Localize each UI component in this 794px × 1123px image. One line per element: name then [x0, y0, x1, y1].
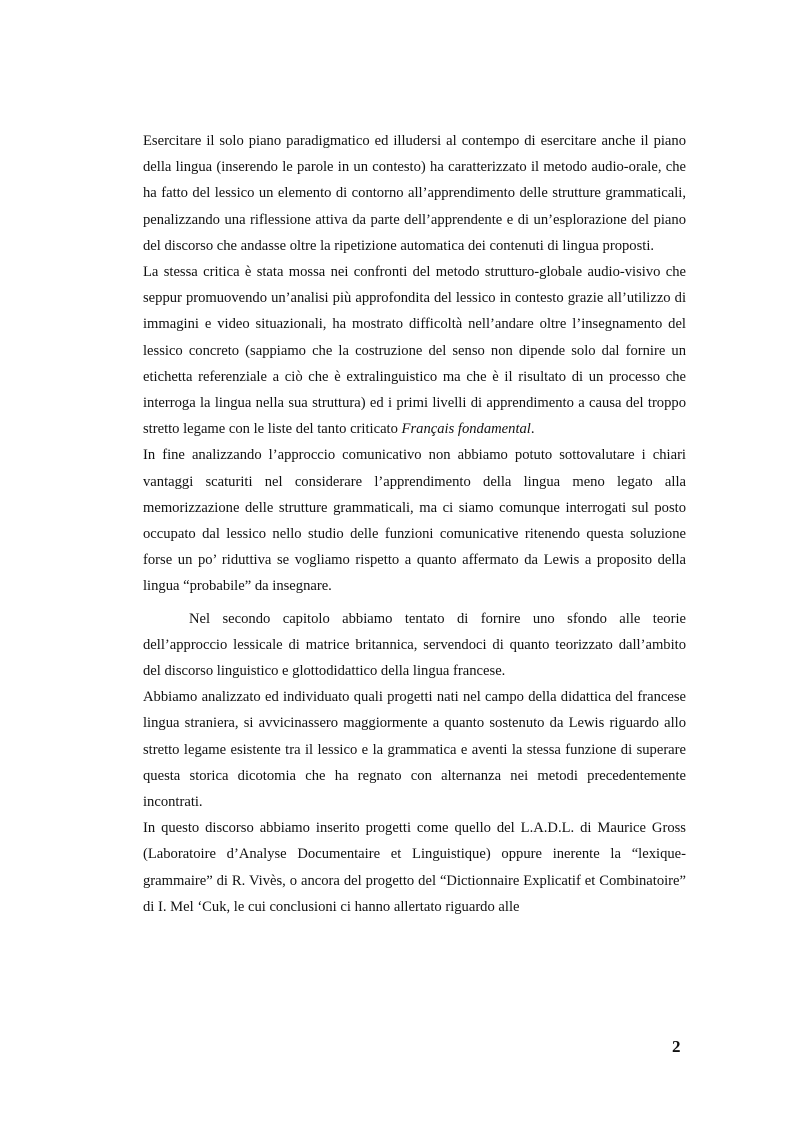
paragraph-1: Esercitare il solo piano paradigmatico ed illudersi al contempo di esercitare anche il piano della lingua (inserendo le parole in un contesto) ha caratterizzato il metodo audio-orale, che ha fatto del lessico un elemento di contorno all’apprendimento delle strutture grammaticali, penalizzando una riflessione attiva da parte dell’apprendente e di un’esplorazione del piano del discorso che andasse oltre la ripetizione automatica dei contenuti di lingua proposti.	[143, 133, 686, 254]
paragraph-2-end: .	[530, 421, 535, 438]
paragraph-2-text: La stessa critica è stata mossa nei confronti del metodo strutturo-globale audio-visivo che seppur promuovendo un’analisi più approfondita del lessico in contesto grazie all’utilizzo di immagini e video situazionali, ha mostrato difficoltà nell’andare oltre l’insegnamento del lessico concreto (sappiamo che la costruzione del senso non dipende solo dal fornire un etichetta referenziale a ciò che è extralinguistico ma che è il risultato di un processo che interroga la lingua nella sua struttura) ed i primi livelli di apprendimento a causa del troppo stretto legame con le liste del tanto criticato	[143, 264, 686, 438]
page-number: 2	[672, 1037, 681, 1056]
paragraph-6: In questo discorso abbiamo inserito progetti come quello del L.A.D.L. di Maurice Gross (Laboratoire d’Analyse Documentaire et Linguistique) oppure inerente la “lexique-grammaire” di R. Vivès, o ancora del progetto del “Dictionnaire Explicatif et Combinatoire” di I. Mel ‘Cuk, le cui conclusioni ci hanno allertato riguardo alle	[143, 820, 686, 915]
paragraph-2	[143, 259, 686, 442]
paragraph-4: Nel secondo capitolo abbiamo tentato di fornire uno sfondo alle teorie dell’approccio lessicale di matrice britannica, servendoci di quanto teorizzato dall’ambito del discorso linguistico e glottodidattico della lingua francese.	[143, 610, 686, 680]
paragraph-2-italic-title: Français fondamental	[401, 421, 531, 438]
paragraph-3: In fine analizzando l’approccio comunicativo non abbiamo potuto sottovalutare i chiari vantaggi scaturiti nel considerare l’apprendimento della lingua meno legato alla memorizzazione delle strutture grammaticali, ma ci siamo comunque interrogati sul posto occupato dal lessico nello studio delle funzioni comunicative ritenendo questa soluzione forse un po’ riduttiva se vogliamo rispetto a quanto affermato da Lewis a proposito della lingua “probabile” da insegnare.	[143, 447, 686, 595]
body-text	[143, 128, 686, 920]
paragraph-5: Abbiamo analizzato ed individuato quali progetti nati nel campo della didattica del francese lingua straniera, si avvicinassero maggiormente a quanto sostenuto da Lewis riguardo allo stretto legame esistente tra il lessico e la grammatica e aventi la stessa funzione di superare questa storica dicotomia che ha regnato con alternanza nei metodi precedentemente incontrati.	[143, 689, 686, 811]
